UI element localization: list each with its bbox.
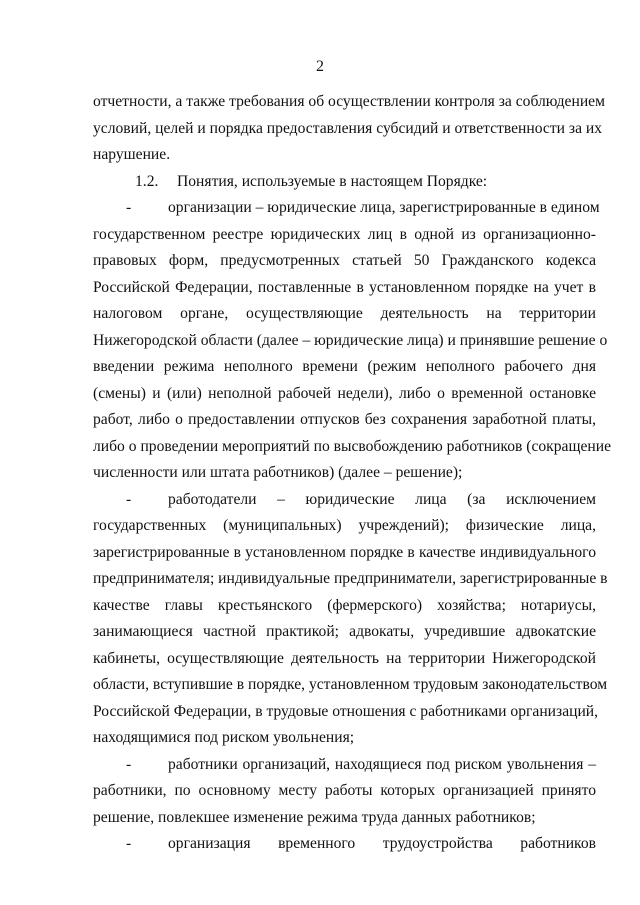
text-line: области, вступившие в порядке, установленном трудовым законодательством [93,676,608,693]
dash-marker: - [126,199,132,216]
list-item-first-line [93,831,596,858]
text-line: зарегистрированные в установленном порядке в качестве индивидуального [93,543,596,561]
list-item-text: работники организаций, находящиеся под риском увольнения – [168,755,596,773]
section-heading-line [93,169,596,196]
list-item-text: работодатели – юридические лица (за исключением [168,490,596,508]
list-item-text: организации – юридические лица, зарегистрированные в едином [168,199,600,216]
text-line: предпринимателя; индивидуальные предприниматели, зарегистрированные в [93,570,608,587]
dash-marker: - [126,835,132,852]
text-line: решение, повлекшее изменение режима труда данных работников; [93,808,536,826]
section-heading-text: Понятия, используемые в настоящем Порядке: [177,172,488,190]
text-line: находящимися под риском увольнения; [93,729,355,746]
text-line: Российской Федерации, в трудовые отношения с работниками организаций, [93,702,599,720]
list-item-first-line [93,195,600,222]
text-line: занимающиеся частной практикой; адвокаты, учредившие адвокатские [93,623,596,640]
text-line: Российской Федерации, поставленные в установленном порядке на учет в [93,278,596,296]
text-line: кабинеты, осуществляющие деятельность на территории Нижегородской [93,649,596,667]
text-line: работ, либо о предоставлении отпусков без сохранения заработной платы, [93,411,596,428]
text-line: работники, по основному месту работы которых организацией принято [93,782,596,799]
text-line: либо о проведении мероприятий по высвобождению работников (сокращение [93,437,612,455]
text-line: государственных (муниципальных) учреждений); физические лица, [93,517,596,534]
text-line: правовых форм, предусмотренных статьей 50 Гражданского кодекса [93,252,596,269]
dash-marker: - [126,755,132,773]
text-line: численности или штата работников) (далее – решение); [93,464,463,481]
page-number: 2 [316,58,324,75]
list-item-first-line [93,752,596,779]
text-line: налоговом органе, осуществляющие деятельность на территории [93,305,596,322]
text-line: государственном реестре юридических лиц в одной из организационно- [93,225,596,243]
section-number: 1.2. [135,172,159,190]
text-line: нарушение. [93,146,171,163]
text-line: условий, целей и порядка предоставления субсидий и ответственности за их [93,119,603,137]
dash-marker: - [126,490,132,508]
list-item-text: организация временного трудоустройства работников [168,835,596,852]
text-line: введении режима неполного времени (режим неполного рабочего дня [93,358,596,375]
list-item-first-line [93,487,596,514]
body-text [93,89,612,858]
text-line: Нижегородской области (далее – юридические лица) и принявшие решение о [93,331,608,349]
text-line: качестве главы крестьянского (фермерского) хозяйства; нотариусы, [93,596,596,614]
text-line: (смены) и (или) неполной рабочей недели), либо о временной остановке [93,384,596,402]
text-line: отчетности, а также требования об осуществлении контроля за соблюдением [93,93,605,110]
